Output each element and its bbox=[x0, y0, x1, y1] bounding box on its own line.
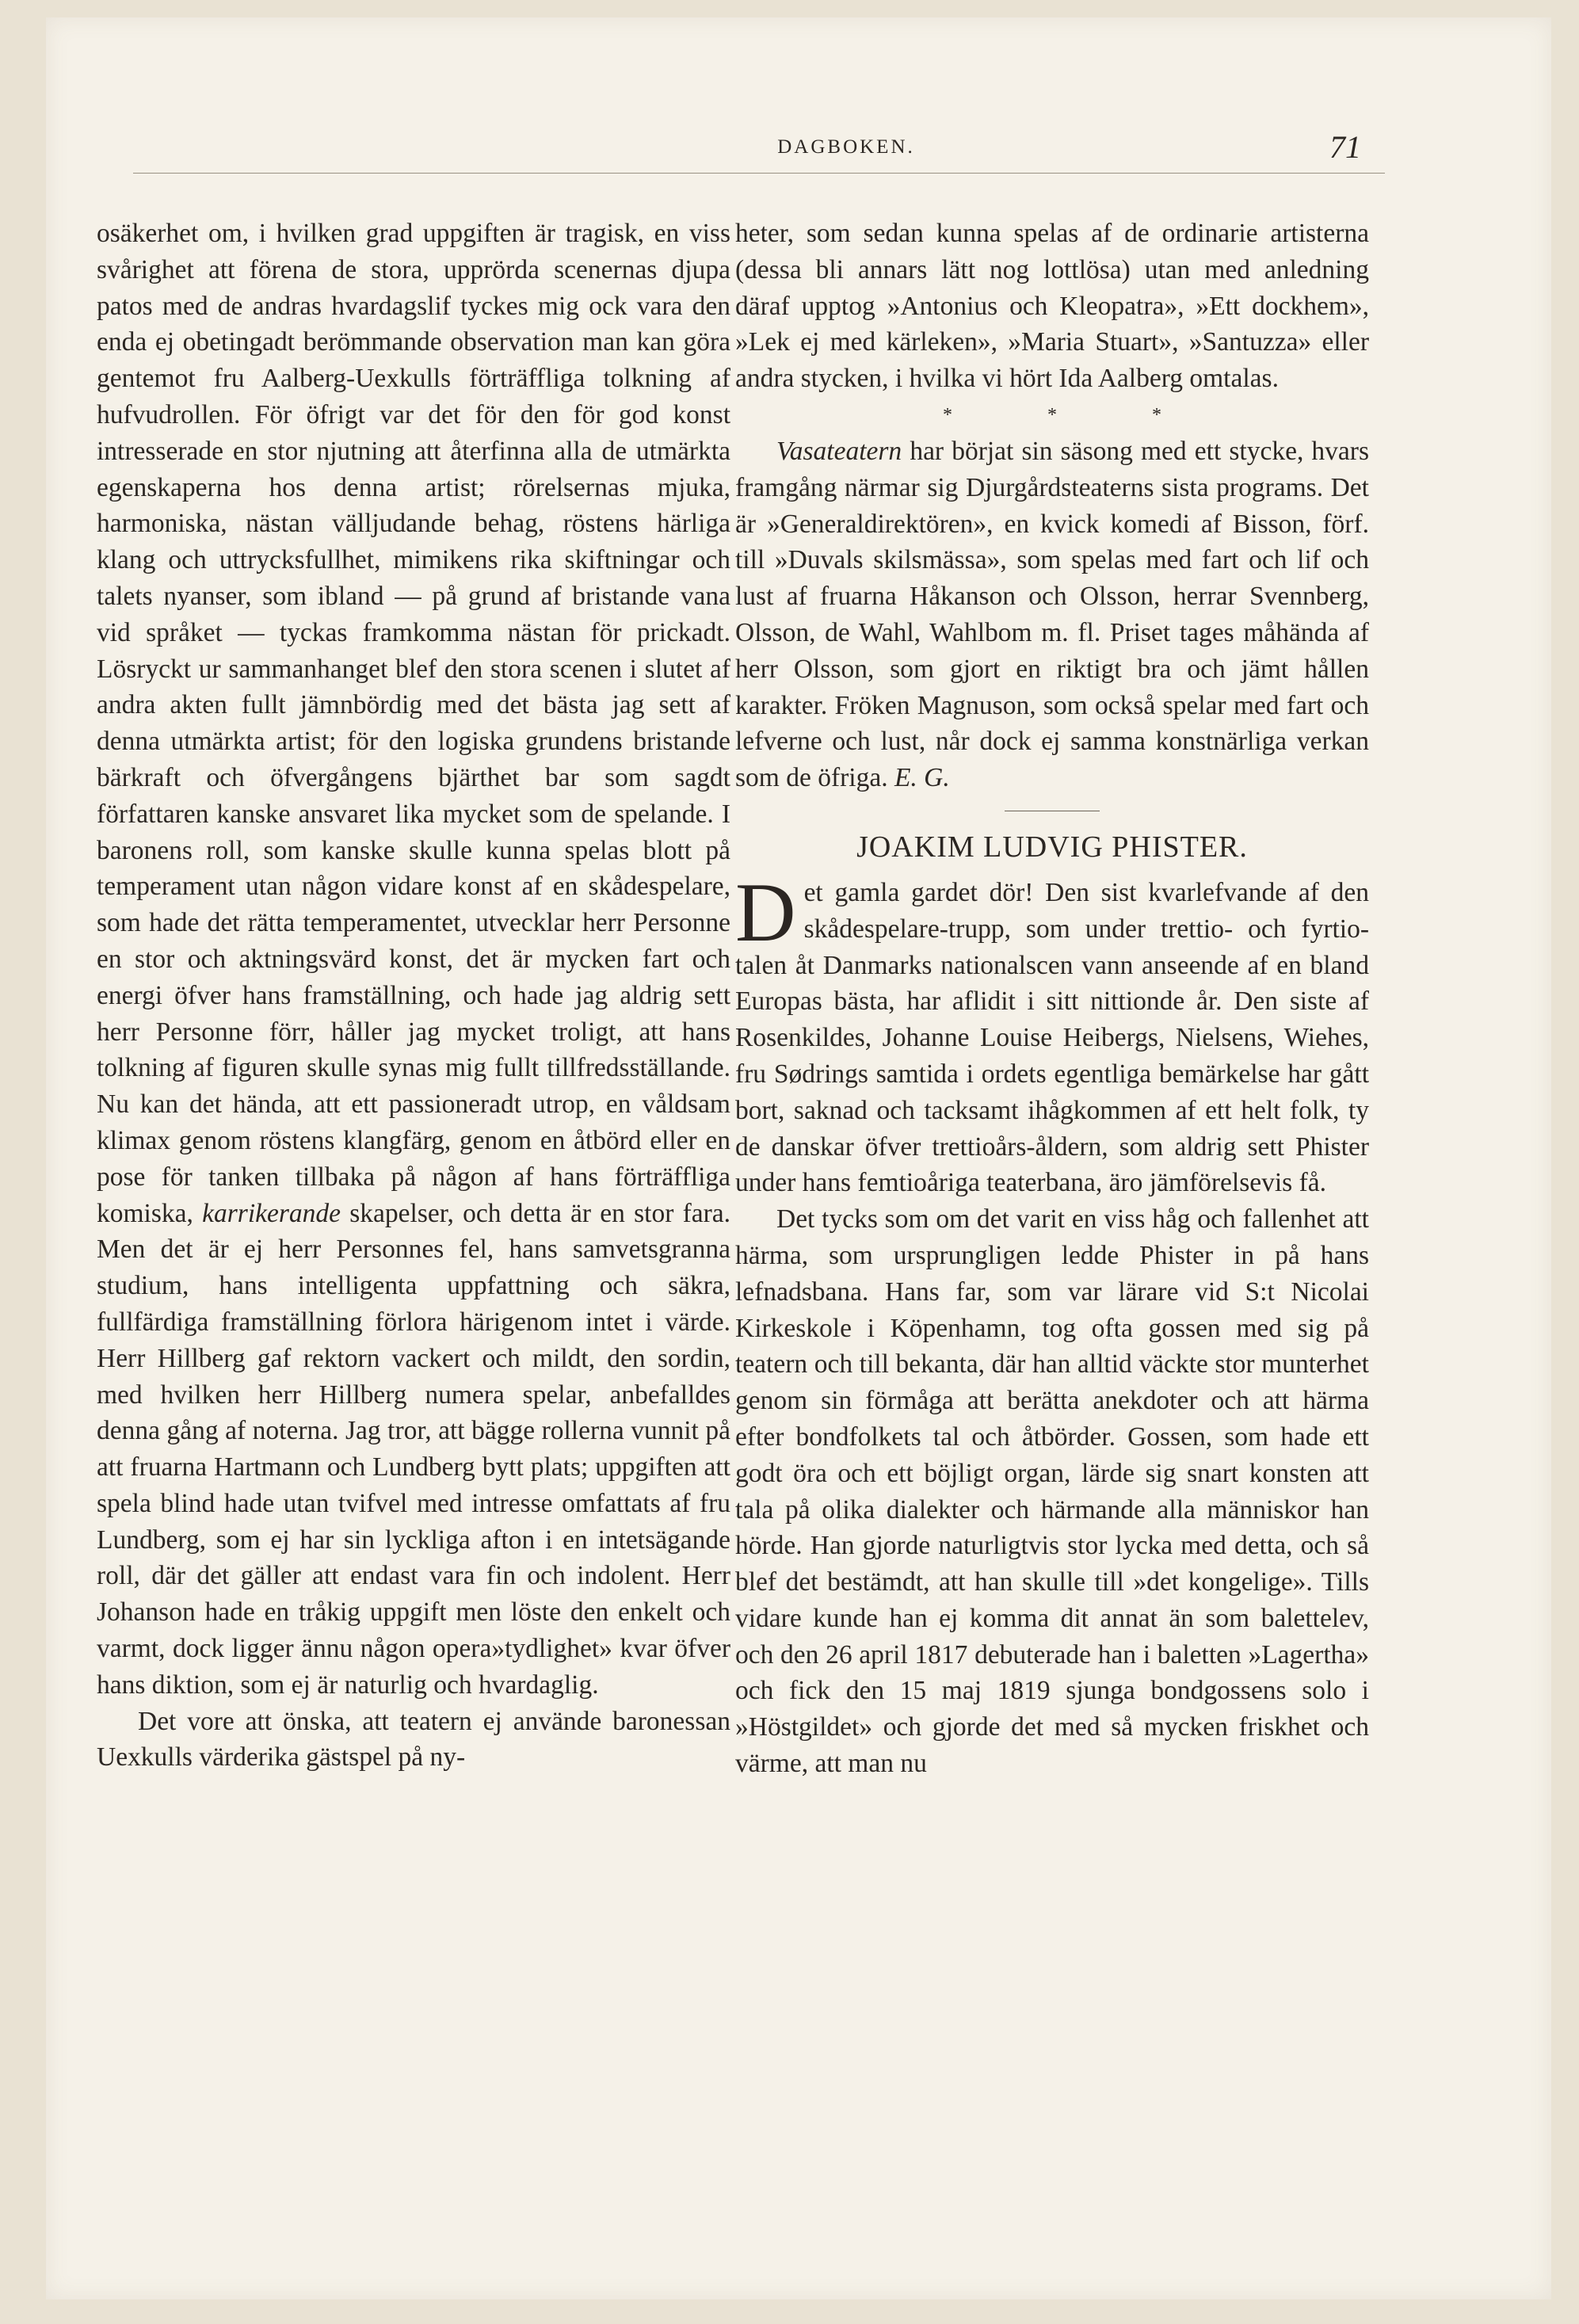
review-text: osäkerhet om, i hvilken grad uppgiften är tragisk, en viss svårighet att förena de stora, upprörda scenernas djupa patos med de andras hvardagslif tyckes mig ock vara den enda ej obetingadt berömmande observation man kan göra gentemot fru Aalberg-Uexkulls förträffliga tolkning af hufvudrollen. För öfrigt var det för den för god konst intresserade en stor njutning att återfinna alla de utmärkta egenskaperna hos denna artist; rörelsernas mjuka, harmoniska, nästan välljudande behag, röstens härliga klang och uttrycksfullhet, mimikens rika skiftningar och talets nyanser, som ibland — på grund af bristande vana vid språket — tyckas framkomma nästan för prickadt. Lösryckt ur sammanhanget blef den stora scenen i slutet af andra akten fullt jämnbördig med det bästa jag sett af denna utmärkta artist; för den logiska grundens bristande bärkraft och öfvergångens bjärthet bar som sagdt författaren kanske ansvaret lika mycket som de spelande. I baronens roll, som kanske skulle kunna spelas blott på temperament utan någon vidare konst af en skådespelare, som hade det rätta temperamentet, utvecklar herr Personne en stor och aktningsvärd konst, det är mycken fart och energi öfver hans framställning, och hade jag aldrig sett herr Personne förr, håller jag mycket troligt, att hans tolkning af figuren skulle synas mig fullt tillfredsställande. Nu kan det hända, att ett passioneradt utrop, en våldsam klimax genom röstens klangfärg, genom en åtbörd eller en pose för tanken tillbaka på någon af hans förträffliga komiska, bbox=[97, 219, 730, 1228]
author-signature: E. G. bbox=[894, 763, 950, 793]
review-text-cont: skapelser, och detta är en stor fara. Men det är ej herr Personnes fel, hans samvetsgranna studium, hans intelligenta uppfattning och säkra, fullfärdiga framställning förlora härigenom intet i värde. Herr Hillberg gaf rektorn vackert och mildt, den sordin, med hvilken herr Hillberg numera spelar, anbefalldes denna gång af noterna. Jag tror, att bägge rollerna vunnit på att fruarna Hartmann och Lundberg bytt plats; uppgiften att spela blind hade utan tvifvel med intresse omfattats af fru Lundberg, som ej har sin lyckliga afton i en intetsägande roll, där det gäller att endast vara fin och indolent. Herr Johanson hade en tråkig uppgift men löste den enkelt och varmt, dock ligger ännu någon opera»tydlighet» kvar öfver hans diktion, som ej är naturlig och hvardaglig. bbox=[97, 1198, 730, 1700]
vasateatern-review bbox=[735, 433, 1369, 796]
vasateatern-text: har börjat sin säsong med ett stycke, hvars framgång närmar sig Djurgårdsteaterns sista programs. Det är »Generaldirektören», en kvick komedi af Bisson, förf. till »Duvals skilsmässa», som spelas med fart och lif och lust af fruarna Håkanson och Olsson, herrar Svennberg, Olsson, de Wahl, Wahlbom m. fl. Priset tages måhända af herr Olsson, som gjort en riktigt bra och jämt hållen karakter. Fröken Magnuson, som också spelar med fart och lefverne och lust, når dock ej samma konstnärliga verkan som de öfriga. bbox=[735, 436, 1369, 793]
review-continuation: heter, som sedan kunna spelas af de ordinarie artisterna (dessa bli annars lätt nog lottlösa) utan med anledning däraf upptog »Antonius och Kleopatra», »Ett dockhem», »Lek ej med kärleken», »Maria Stuart», »Santuzza» eller andra stycken, i hvilka vi hört Ida Aalberg omtalas. bbox=[735, 219, 1369, 394]
obituary-title: JOAKIM LUDVIG PHISTER. bbox=[856, 830, 1248, 864]
review-paragraph-2: Det vore att önska, att teatern ej använde baronessan Uexkulls värderika gästspel på ny- bbox=[97, 1706, 730, 1773]
obituary-paragraph-2: Det tycks som om det varit en viss håg och fallenhet att härma, som ursprungligen ledde Phister in på hans lefnadsbana. Hans far, som var lärare vid S:t Nicolai Kirkeskole i Köpenhamn, tog ofta gossen med sig på teatern och till bekanta, där han alltid väckte stor munterhet genom sin förmåga att berätta anekdoter och att härma efter bondfolkets tal och åtbörder. Gossen, som hade ett godt öra och ett böjligt organ, lärde sig snart konsten att tala på olika dialekter och härmande alla människor han hörde. Han gjorde naturligtvis stor lycka med detta, och så blef det bestämdt, att han skulle till »det kongelige». Tills vidare kunde han ej komma dit annat än som balettelev, och den 26 april 1817 debuterade han i baletten »Lagertha» och fick den 15 maj 1819 sjunga bondgossens solo i »Höstgildet» och gjorde det med så mycken friskhet och värme, att man nu bbox=[735, 1204, 1369, 1779]
header-rule bbox=[133, 173, 1385, 174]
obituary-paragraph-1 bbox=[735, 865, 1369, 1201]
review-paragraph bbox=[97, 216, 730, 1704]
right-column bbox=[735, 216, 1369, 2181]
section-separator bbox=[735, 397, 1369, 433]
page-header bbox=[46, 129, 1551, 176]
asterisk-3: * bbox=[1152, 404, 1161, 425]
running-head: DAGBOKEN. bbox=[777, 136, 915, 158]
drop-cap: D bbox=[735, 865, 796, 959]
page-number: 71 bbox=[1329, 129, 1361, 165]
page bbox=[46, 17, 1551, 2299]
emphasis-word: karrikerande bbox=[202, 1198, 341, 1228]
asterisk-2: * bbox=[1047, 404, 1057, 425]
theatre-name: Vasateatern bbox=[776, 436, 902, 466]
left-column bbox=[97, 216, 730, 2181]
obituary-text-1: et gamla gardet dör! Den sist kvarlefvande af den skådespelare-trupp, som under trettio- och fyrtio-talen åt Danmarks nationalscen vann anseende af en bland Europas bästa, har aflidit i sitt nittionde år. Den siste af Rosenkildes, Johanne Louise Heibergs, Nielsens, Wiehes, fru Sødrings samtida i ordets egentliga bemärkelse har gått bort, saknad och tacksamt ihågkommen af ett helt folk, ty de danskar öfver trettioårs-åldern, som aldrig sett Phister under hans femtioåriga teaterbana, äro jämförelsevis få. bbox=[735, 877, 1369, 1198]
asterisk-1: * bbox=[943, 404, 952, 425]
